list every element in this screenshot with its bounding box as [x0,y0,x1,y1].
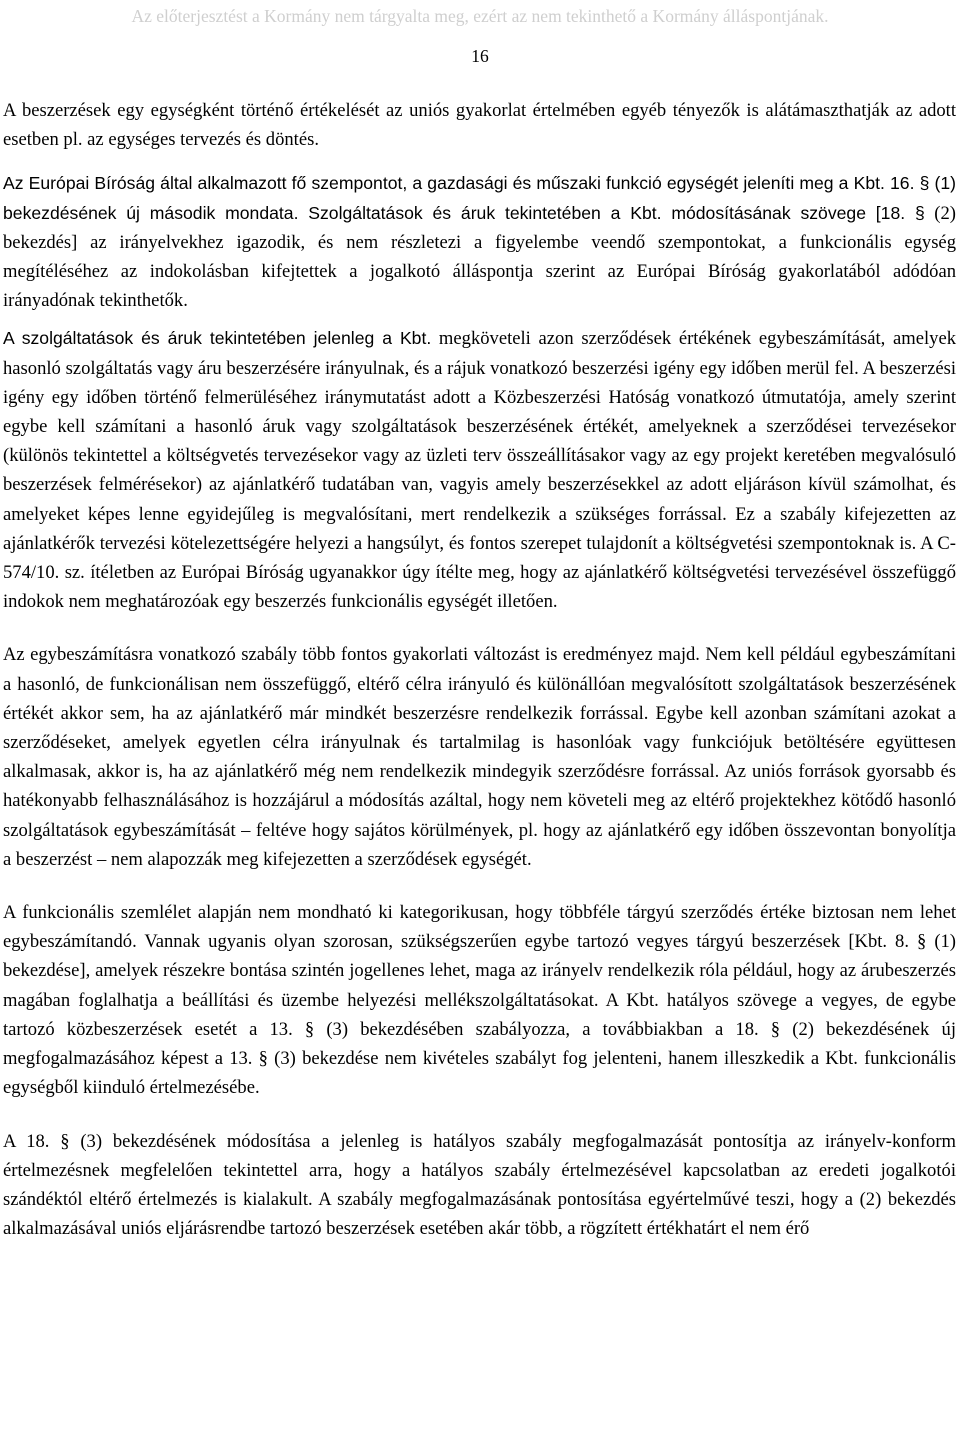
paragraph-6: A 18. § (3) bekezdésének módosítása a jelenleg is hatályos szabály megfogalmazását pontosítja az irányelv-konform értelmezésnek megfelelően tekintettel arra, hogy a hatályos szabály értelmezésével kapcsolatban az eredeti jogalkotói szándéktól eltérő értelmezés is kialakult. A szabály megfogalmazásának pontosítása egyértelművé teszi, hogy a (2) bekezdés alkalmazásával uniós eljárásrendbe tartozó beszerzések esetében akár több, a rögzített értékhatárt el nem érő [3,1130,956,1240]
paragraph-5: A funkcionális szemlélet alapján nem mondható ki kategorikusan, hogy többféle tárgyú szerződés értéke biztosan nem lehet egybeszámítandó. Vannak ugyanis olyan szorosan, szükségszerűen egybe tartozó vegyes tárgyú beszerzések [Kbt. 8. § (1) bekezdése], amelyek részekre bontása szintén jogellenes lehet, maga az irányelv rendelkezik róla például, hogy az árubeszerzés magában foglalhatja a beállítási és üzembe helyezési mellékszolgáltatásokat. A Kbt. hatályos szövege a vegyes, de egybe tartozó közbeszerzések esetét a 13. § (3) bekezdésében szabályozza, a továbbiakban a 18. § (2) bekezdésének új megfogalmazásához képest a 13. § (3) bekezdése nem kivételes szabályt fog jelenteni, hanem illeszkedik a Kbt. funkcionális egységből kiinduló értelmezésébe. [3,902,956,1099]
document-body [3,96,956,1243]
document-header: Az előterjesztést a Kormány nem tárgyalta meg, ezért az nem tekinthető a Kormány álláspontjának. [131,6,829,26]
paragraph-2-revised-text: Az Európai Bíróság által alkalmazott fő szempontot, a gazdasági és műszaki funkció egységét jeleníti meg a Kbt. 16. § (1) bekezdésének új második mondata. Szolgáltatások és áruk tekintetében a Kbt. módosításának szövege [18. § [3,173,956,223]
paragraph-1: A beszerzések egy egységként történő értékelését az uniós gyakorlat értelmében egyéb tényezők is alátámaszthatják az adott esetben pl. az egységes tervezés és döntés. [3,100,956,151]
paragraph-2 [3,169,956,315]
paragraph-3-revised-text: A szolgáltatások és áruk tekintetében jelenleg a Kbt. [3,328,432,349]
paragraph-2-text: (2) bekezdés] az irányelvekhez igazodik, és nem részletezi a figyelembe veendő szempontokat, a funkcionális egység megítéléséhez az indokolásban kifejtettek a jogalkotó álláspontja szerint az Európai Bíróság gyakorlatából adódóan irányadónak tekinthetők. [3,202,956,312]
paragraph-3-text: megköveteli azon szerződések értékének egybeszámítását, amelyek hasonló szolgáltatás vagy áru beszerzésére irányulnak, és a rájuk vonatkozó beszerzési igény egy időben merül fel. [3,328,956,379]
paragraph-3 [3,324,956,616]
paragraph-3-text-continued: A beszerzési igény egy időben történő felmerüléséhez iránymutatást adott a Közbeszerzési Hatóság vonatkozó útmutatója, amely szerint egybe kell számítani a hasonló áruk vagy szolgáltatások beszerzésének értékét, amelyeknek a szerződései tervezésekor (különös tekintettel a költségvetés tervezésekor vagy az üzleti terv összeállításakor vagy az egy projekt keretében megvalósuló beszerzések felmérésekor) az ajánlatkérő tudatában van, vagyis amely beszerzésekkel az adott eljáráson kívül számolhat, és amelyeket képes lenne egyidejűleg is megvalósítani, mert rendelkezik a szükséges forrással. Ez a szabály kifejezetten az ajánlatkérők tervezési kötelezettségére helyezi a hangsúlyt, és fontos szerepet tulajdonít a költségvetési szempontoknak is. A C-574/10. sz. ítéletben az Európai Bíróság ugyanakkor úgy ítélte meg, hogy az ajánlatkérő költségvetési tervezésével összefüggő indokok nem meghatározóak egy beszerzés funkcionális egységét illetően. [3,357,956,613]
page-number: 16 [471,46,489,66]
paragraph-4: Az egybeszámításra vonatkozó szabály több fontos gyakorlati változást is eredményez majd. Nem kell például egybeszámítani a hasonló, de funkcionálisan nem összefüggő, eltérő célra irányuló és különállóan megvalósított szolgáltatások beszerzésének értékét akkor sem, ha az ajánlatkérő már mindkét beszerzésre rendelkezik forrással. Egybe kell azonban számítani azokat a szerződéseket, amelyek egyetlen célra irányulnak és tartalmilag is hasonlóak vagy funkciójuk betöltésére együttesen alkalmasak, akkor is, ha az ajánlatkérő még nem rendelkezik mindegyik szerződésre forrással. Az uniós források gyorsabb és hatékonyabb felhasználásához is hozzájárul a módosítás azáltal, hogy nem követeli meg az eltérő projektekhez kötődő hasonló szolgáltatások egybeszámítását – feltéve hogy sajátos körülmények, pl. hogy az ajánlatkérő egy időben összevontan bonyolítja a beszerzést – nem alapozzák meg kifejezetten a szerződések egységét. [3,644,956,870]
